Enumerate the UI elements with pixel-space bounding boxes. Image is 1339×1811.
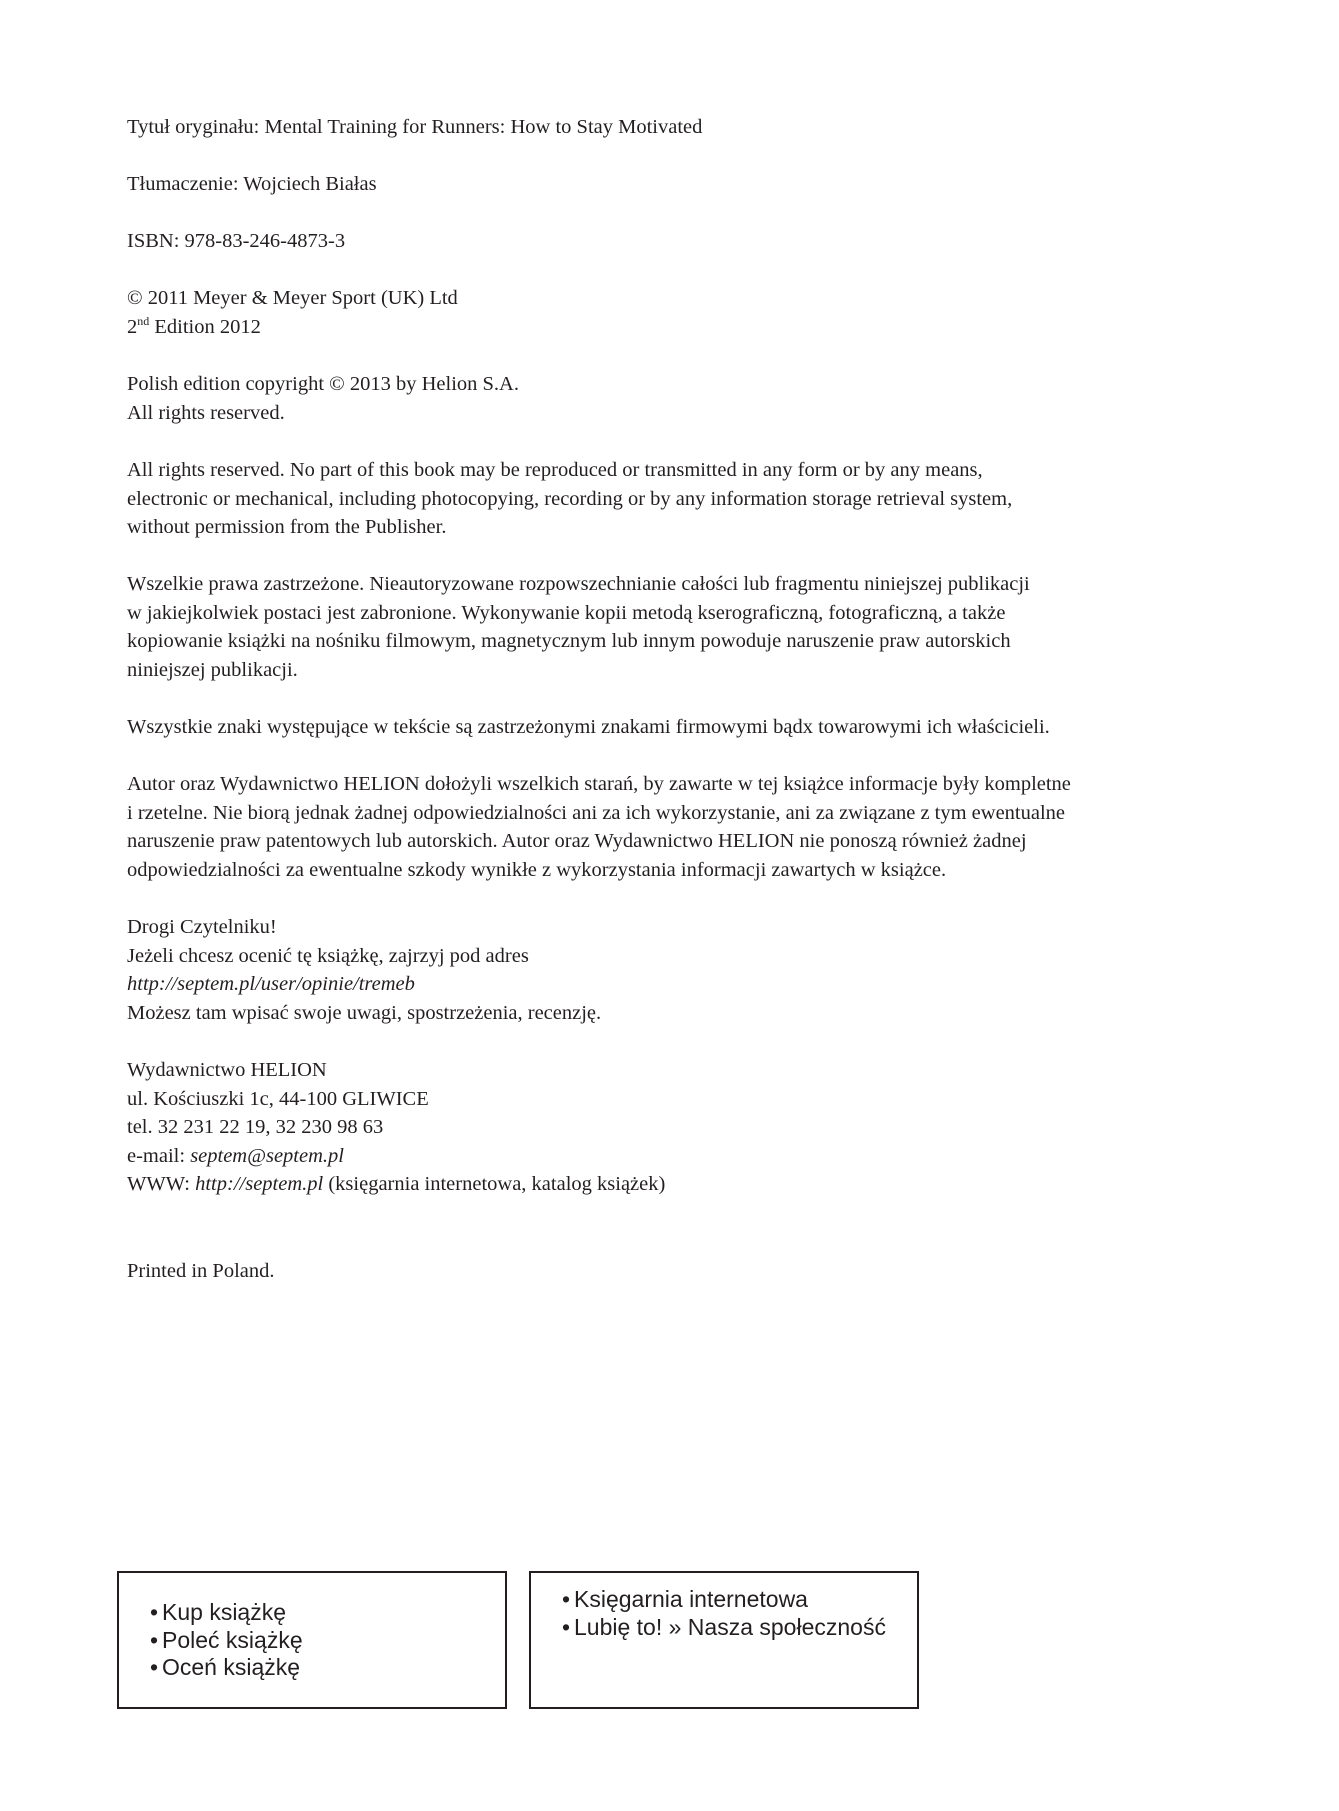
disclaimer: Autor oraz Wydawnictwo HELION dołożyli wszelkich starań, by zawarte w tej książce informacje były kompletne i rzetelne. Nie biorą jednak żadnej odpowiedzialności ani za ich wykorzystanie, ani za związane z tym ewentualne naruszenie praw patentowych lub autorskich. Autor oraz Wydawnictwo HELION nie ponoszą również żadnej odpowiedzialności za ewentualne szkody wynikłe z wykorzystania informacji zawartych w książce. — [127, 773, 1071, 881]
publisher-name: Wydawnictwo HELION — [127, 1059, 327, 1081]
printed-in: Printed in Poland. — [127, 1260, 275, 1282]
bullet-icon: • — [150, 1626, 159, 1653]
publisher-phone: tel. 32 231 22 19, 32 230 98 63 — [127, 1116, 384, 1139]
bullet-icon: • — [562, 1586, 571, 1612]
translator-credit: Tłumaczenie: Wojciech Białas — [127, 173, 377, 195]
community-box — [529, 1571, 919, 1709]
copyright-notice — [127, 284, 458, 341]
rights-polish: Wszelkie prawa zastrzeżone. Nieautoryzowane rozpowszechnianie całości lub fragmentu niniejszej publikacji w jakiejkolwiek postaci jest zabronione. Wykonywanie kopii metodą kserograficzną, fotograficzną, a także kopiowanie książki na nośniku filmowym, magnetycznym lub innym powoduje naruszenie praw autorskich niniejszej publikacji. — [127, 573, 1030, 681]
online-bookstore-link[interactable]: • Księgarnia internetowa — [562, 1586, 808, 1612]
email-link[interactable]: septem@septem.pl — [190, 1144, 344, 1167]
publisher-info — [127, 1056, 665, 1199]
publisher-address: ul. Kościuszki 1c, 44-100 GLIWICE — [127, 1087, 429, 1110]
publisher-www-line: WWW: http://septem.pl (księgarnia internetowa, katalog książek) — [127, 1173, 666, 1196]
bullet-icon: • — [150, 1599, 159, 1625]
copyright-line: © 2011 Meyer & Meyer Sport (UK) Ltd — [127, 287, 458, 309]
recommend-book-link[interactable]: • Poleć książkę — [150, 1626, 303, 1653]
polish-copyright: Polish edition copyright © 2013 by Helion S.A. All rights reserved. — [127, 373, 519, 424]
www-link[interactable]: http://septem.pl — [195, 1173, 324, 1196]
rights-english: All rights reserved. No part of this book may be reproduced or transmitted in any form or by any means, electronic or mechanical, including photocopying, recording or by any information storage retrieval system, without permission from the Publisher. — [127, 459, 1013, 539]
reader-note: Drogi Czytelniku! Jeżeli chcesz ocenić tę książkę, zajrzyj pod adres http://septem.pl/user/opinie/tremeb Możesz tam wpisać swoje uwagi, spostrzeżenia, recenzję. — [127, 916, 602, 1024]
review-link[interactable]: http://septem.pl/user/opinie/tremeb — [127, 973, 415, 996]
original-title: Tytuł oryginału: Mental Training for Runners: How to Stay Motivated — [127, 116, 703, 138]
bullet-icon: • — [150, 1654, 159, 1680]
publisher-email-line: e-mail: septem@septem.pl — [127, 1144, 344, 1167]
edition-line: 2nd Edition 2012 — [127, 313, 261, 338]
community-link[interactable]: • Lubię to! » Nasza społeczność — [562, 1613, 886, 1640]
rate-book-link[interactable]: • Oceń książkę — [150, 1654, 301, 1680]
trademarks-notice: Wszystkie znaki występujące w tekście są zastrzeżonymi znakami firmowymi bądx towarowymi ich właścicieli. — [127, 716, 1050, 738]
isbn: ISBN: 978-83-246-4873-3 — [127, 230, 346, 252]
bullet-icon: • — [562, 1613, 571, 1640]
book-actions-box — [117, 1571, 507, 1709]
buy-book-link[interactable]: • Kup książkę — [150, 1599, 287, 1625]
